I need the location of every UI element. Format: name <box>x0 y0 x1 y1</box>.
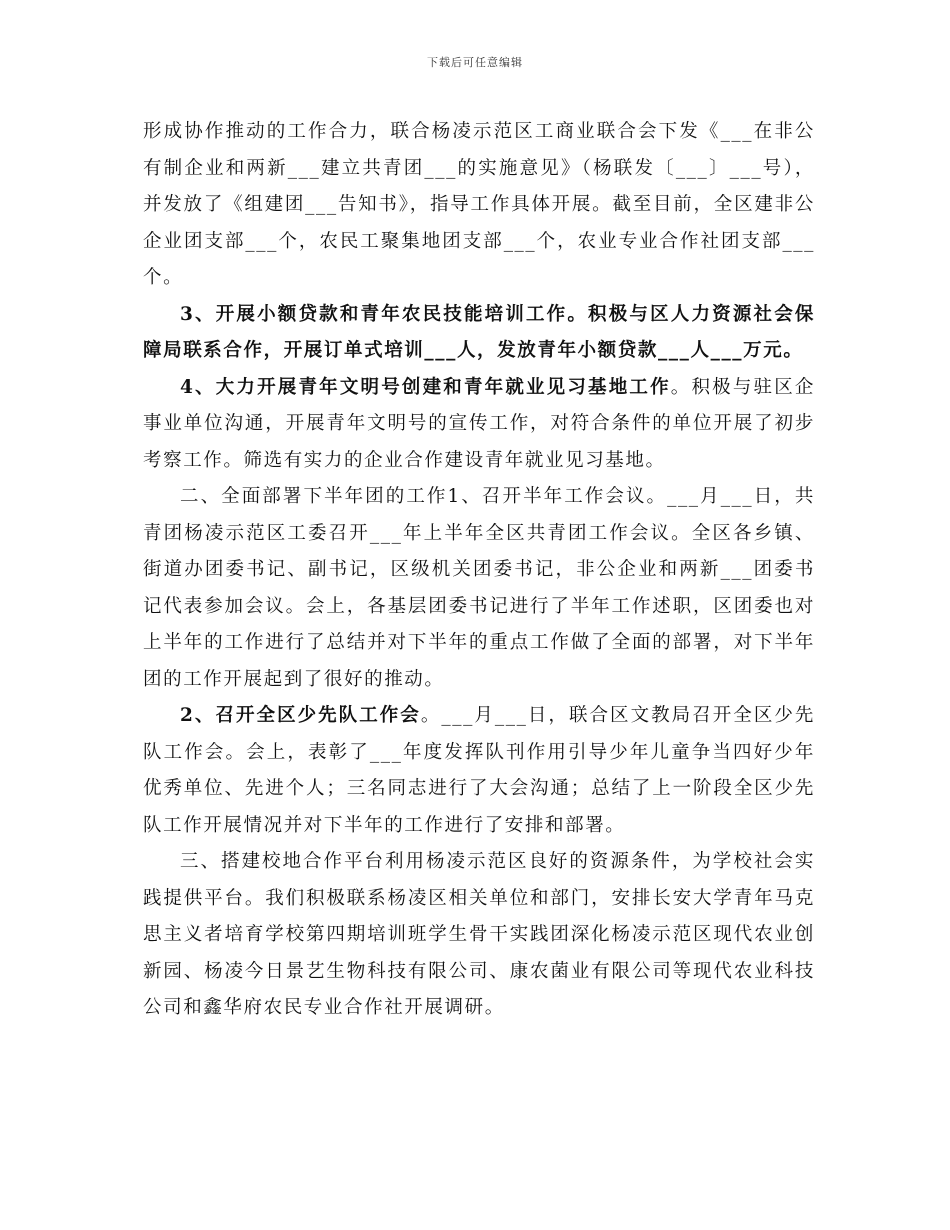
paragraph-item-4 <box>143 370 815 480</box>
paragraph-text: 三、搭建校地合作平台利用杨凌示范区良好的资源条件，为学校社会实践提供平台。我们积极联系杨凌区相关单位和部门，安排长安大学青年马克思主义者培育学校第四期培训班学生骨干实践团深化杨凌示范区现代农业创新园、杨凌今日景艺生物科技有限公司、康农菌业有限公司等现代农业科技公司和鑫华府农民专业合作社开展调研。 <box>143 851 815 1018</box>
paragraph-bold-lead: 2、召开全区少先队工作会 <box>180 705 421 726</box>
document-body <box>143 114 815 1027</box>
paragraph-continuation <box>143 114 815 297</box>
page-header: 下载后可任意编辑 <box>427 56 523 69</box>
paragraph-text: 形成协作推动的工作合力，联合杨凌示范区工商业联合会下发《___在非公有制企业和两新___建立共青团___的实施意见》（杨联发〔___〕___号），并发放了《组建团___告知书》，指导工作具体开展。截至目前，全区建非公企业团支部___个，农民工聚集地团支部___个，农业专业合作社团支部___个。 <box>143 121 815 288</box>
paragraph-bold-lead: 4、大力开展青年文明号创建和青年就业见习基地工作 <box>180 376 671 398</box>
paragraph-text: 。积极与驻区企事业单位沟通，开展青年文明号的宣传工作，对符合条件的单位开展了初步考察工作。筛选有实力的企业合作建设青年就业见习基地。 <box>143 376 816 471</box>
paragraph-item-3 <box>143 297 815 370</box>
paragraph-section-2 <box>143 479 815 698</box>
paragraph-text: 二、全面部署下半年团的工作1、召开半年工作会议。___月___日，共青团杨凌示范区工委召开___年上半年全区共青团工作会议。全区各乡镇、街道办团委书记、副书记，区级机关团委书记，非公企业和两新___团委书记代表参加会议。会上，各基层团委书记进行了半年工作述职，区团委也对上半年的工作进行了总结并对下半年的重点工作做了全面的部署，对下半年团的工作开展起到了很好的推动。 <box>143 486 815 690</box>
paragraph-text: 。___月___日，联合区文教局召开全区少先队工作会。会上，表彰了___年度发挥队刊作用引导少年儿童争当四好少年优秀单位、先进个人；三名同志进行了大会沟通；总结了上一阶段全区少先队工作开展情况并对下半年的工作进行了安排和部署。 <box>143 705 816 836</box>
paragraph-bold-lead: 3、开展小额贷款和青年农民技能培训工作。积极与区人力资源社会保障局联系合作，开展订单式培训___人，发放青年小额贷款___人___万元。 <box>143 303 815 361</box>
paragraph-section-3 <box>143 844 815 1027</box>
paragraph-item-2 <box>143 698 815 844</box>
